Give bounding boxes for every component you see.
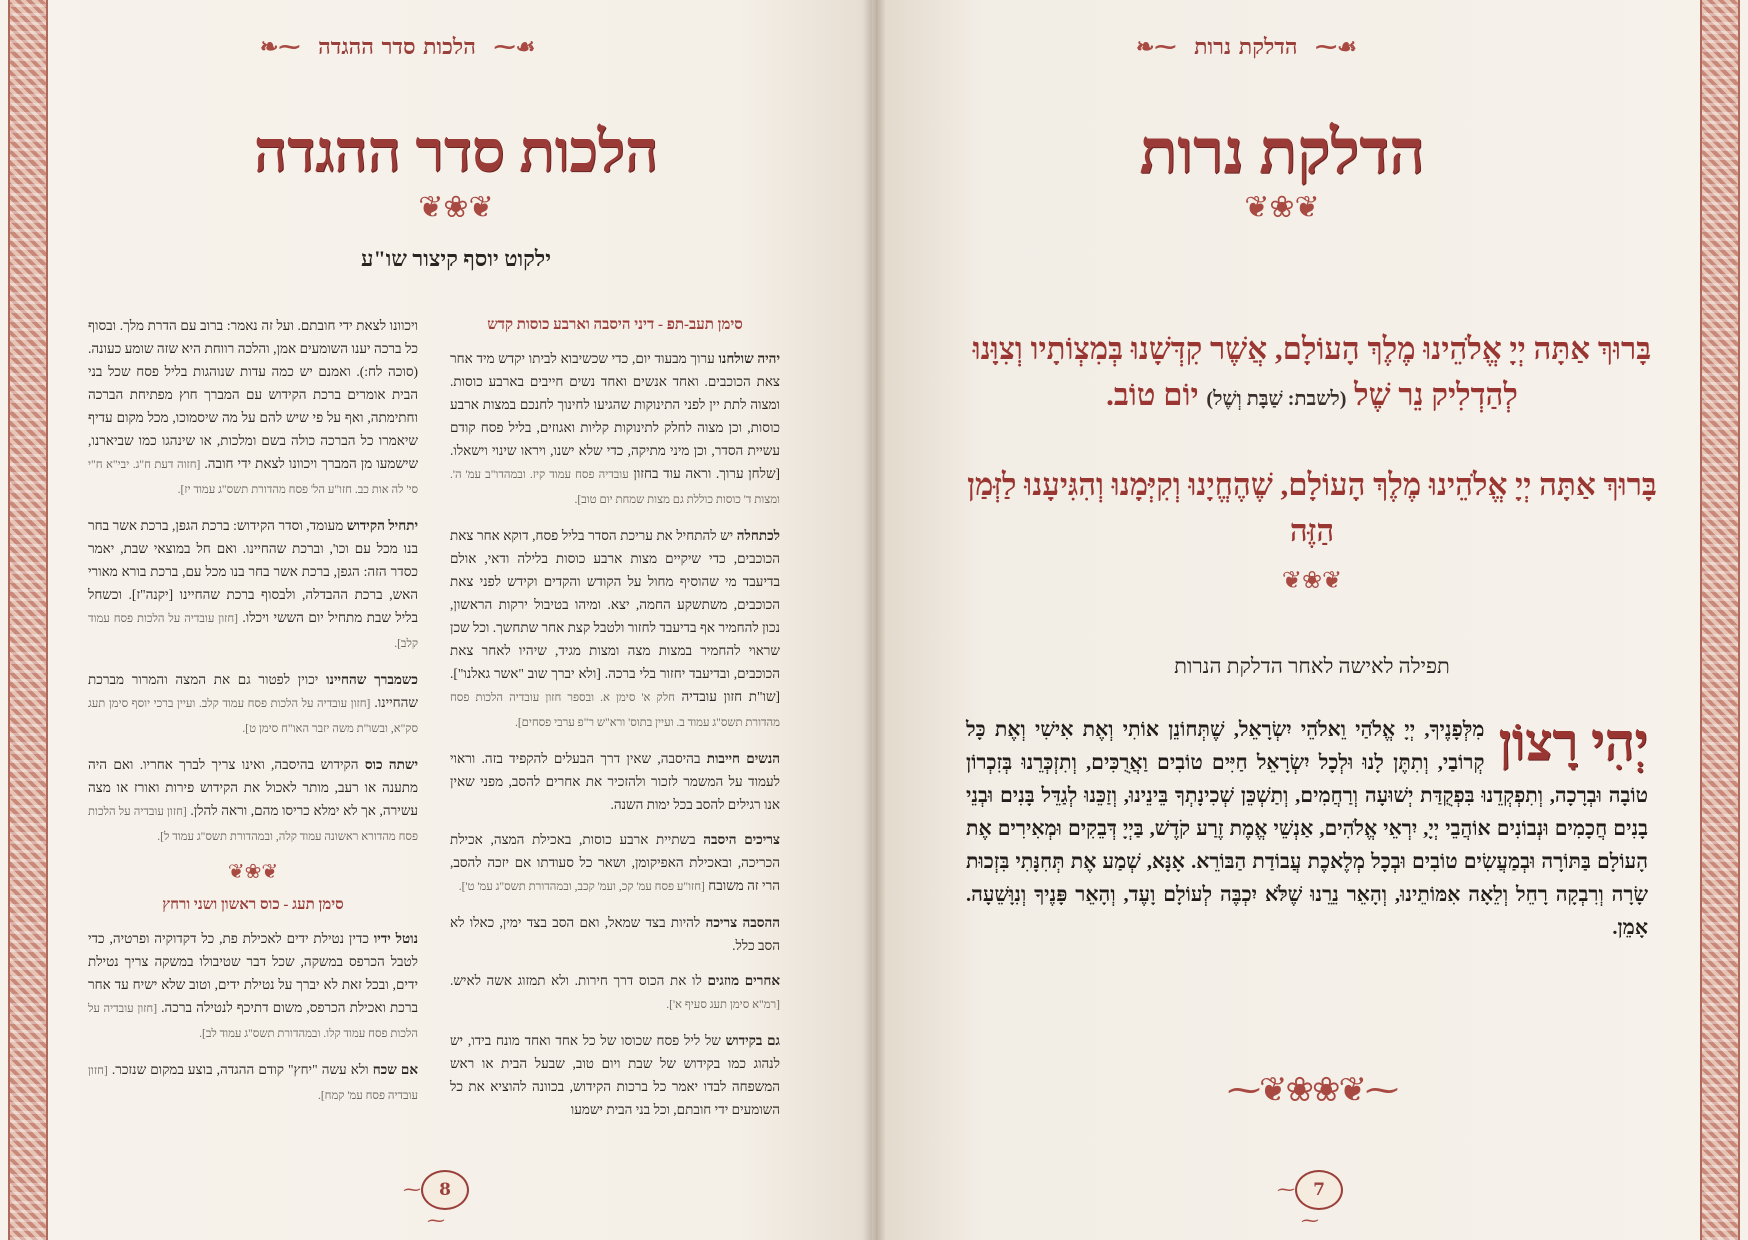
paragraph: ויכוונו לצאת ידי חובתם. ועל זה נאמר: ברוב עם הדרת מלך. ובסוף כל ברכה יענו השומעים אמן, והלכה רווחת היא שזה שומע כעונה. (סוכה לח:). ואמנם יש כמה עדות שנוהגות בליל פסח שכל בני הבית אומרים ברכת הקידוש עם המברך חוץ מפתיחת הברכה וחתימתה, ואף על פי שיש להם על מה שיסמוכו, מכל מקום עדיף שיאמרו כל הברכה כולה בשם ומלכות, או שינהגו כמו שביארנו, שישמעו מן המברך ויכוונו לצאת ידי חובה. [חזוה דעת ח"ג. יבי"א ח"י סי' לה אות כב. חזו"ע הל' פסח מהדורת תשס"ג עמוד יז]. (88, 318, 419, 496)
prayer-title: תפילה לאישה לאחר הדלקת הנרות (1174, 654, 1450, 678)
prayer-text: יְהִי רָצוֹן מִלְּפָנֶיךָ, יְיָ אֱלֹהַי וֵאלֹהֵי יִשְׂרָאֵל, שֶׁתְּחוֹנֵן אוֹתִי וְאֶת אִישִׁי וְאֶת כָּל קְרוֹבַי, וְתִתֶּן לָנוּ וּלְכָל יִשְׂרָאֵל חַיִּים טוֹבִים וַאֲרֻכִּים, וְתִזְכְּרֵנוּ בְּזִכְרוֹן טוֹבָה וּבְרָכָה, וְתִפְקְדֵנוּ בִּפְקֻדַּת יְשׁוּעָה וְרַחֲמִים, וְתַשְׁכֵּן שְׁכִינָתְךָ בֵּינֵינוּ, וְזַכֵּנוּ לְגַדֵּל בָּנִים וּבְנֵי בָנִים חֲכָמִים וּנְבוֹנִים אוֹהֲבֵי יְיָ, יִרְאֵי אֱלֹהִים, אַנְשֵׁי אֱמֶת זֶרַע קֹדֶשׁ, בַּיְיָ דְּבֵקִים וּמְאִירִים אֶת הָעוֹלָם בַּתּוֹרָה וּבְמַעֲשִׂים טוֹבִים וּבְכָל מְלֶאכֶת עֲבוֹדַת הַבּוֹרֵא. אָנָּא, שְׁמַע אֶת תְּחִנָּתִי בִּזְכוּת שָׂרָה וְרִבְקָה רָחֵל וְלֵאָה אִמּוֹתֵינוּ, וְהָאֵר נֵרֵנוּ שֶׁלֹּא יִכְבֶּה לְעוֹלָם וָעֶד, וְהָאֵר פָּנֶיךָ וְנִוָּשֵׁעָה. אָמֵן. (966, 715, 1648, 939)
paragraph: גם בקידוש של ליל פסח שכוסו של כל אחד ואחד מונח בידו, יש לנהוג כמו בקידוש של שבת ויום טוב, שבעל הבית או ראש המשפחה לבדו יאמר כל ברכות הקידוש, בכוונה להוציא את כל השומעים ידי חובתם, וכל בני הבית ישמעו (450, 1033, 780, 1117)
paragraph: נוטל ידיו כדין נטילת ידים לאכילת פת, כל דקדוקיה ופרטיה, כדי לטבל הכרפס במשקה, שכל דבר שטיבולו במשקה צריך נטילת ידים, ובכל זאת לא יברך על נטילת ידים, וטוב שלא ישיח עד אחר ברכת ואכילת הכרפס, משום דתיכף לנטילה ברכה. [חזון עובדיה על הלכות פסח עמוד קלו. ובמהדורת תשס"ג עמוד לב]. (88, 931, 418, 1040)
paragraph: אם שכח ולא עשה "יחץ" קודם ההגדה, בוצע במקום שנזכר. [חזון עובדיה פסח עמ' קמח]. (88, 1062, 419, 1102)
text-column-left (88, 314, 418, 1120)
flourish-icon: ⁓ (403, 1179, 421, 1200)
paragraph: ישתה כוס הקידוש בהיסבה, ואינו צריך לברך אחריו. ואם היה מתענה או רעב, מותר לאכול את הקידוש פירות ואורז או מצה עשירה, אך לא ימלא כריסו מהם, וראה להלן. [חזון עובדיה על הלכות פסח מהדורא ראשונה עמוד קלה, ובמהדורת תשס"ג עמוד ל]. (88, 757, 419, 843)
blessing-shehecheyanu: בָּרוּךְ אַתָּה יְיָ אֱלֹהֵינוּ מֶלֶךְ הָעוֹלָם, שֶׁהֶחֱיָנוּ וְקִיְּמָנוּ וְהִגִּיעָנוּ לַזְּמַן הַזֶּה (967, 467, 1657, 548)
right-page (876, 0, 1748, 1240)
page-title: הלכות סדר ההגדה (253, 119, 659, 184)
paragraph: לכתחלה יש להתחיל את עריכת הסדר בליל פסח, דוקא אחר צאת הכוכבים, כדי שיקיים מצות ארבע כוסות בלילה ודאי, אולם בדיעבד מי שהוסיף מחול על הקודש והקדים וקידש לפני צאת הכוכבים, משתשקע החמה, יצא. ומיהו בטיבול ירקות הראשון, נכון להחמיר אף בדיעבד לחזור ולטבל קצת אחר שתחשך. וכל שכן שראוי להחמיר במצות מצה ומצות מגיד, שיהיו לאחר צאת הכוכבים, ובדיעבד יחזור בלי ברכה. [ולא יברך שוב "אשר גאלנו"]. [שו"ת חזון עובדיה חלק א' סימן א. ובספר חזון עובדיה הלכות פסח מהדורת תשס"ג עמוד ב. ועיין בתוס' ורא"ש ר"פ ערבי פסחים]. (450, 528, 780, 729)
paragraph: אחרים מוזגים לו את הכוס דרך חירות. ולא תמזוג אשה לאיש. [רמ"א סימן תעג סעיף א']. (450, 973, 780, 1011)
paragraph: ההסבה צריכה להיות בצד שמאל, ואם הסב בצד ימין, כאלו לא הסב כלל. (450, 915, 780, 953)
paragraph: כשמברך שהחיינו יכוין לפטור גם את המצה והמרור מברכת שהחיינו. [חזון עובדיה על הלכות פסח עמוד קלב. ועיין ברכי יוסף סימן תעג סק"א, ובשו"ת משה יזבר האו"ח סימן ט]. (88, 672, 418, 735)
page-number: ⁓ 8⁓ (398, 1170, 474, 1210)
paragraph: הנשים חייבות בהיסבה, שאין דרך הבעלים להקפיד בזה. וראוי לעמוד על המשמר לזכור ולהזכיר את אחרים להסב, מפני שאין אנו רגילים להסב בכל ימות השנה. (450, 751, 780, 812)
page-number: ⁓ 7⁓ (1272, 1170, 1348, 1210)
flourish-icon: ⁓☙ (493, 34, 536, 60)
prayer-dropcap: יְהִי רָצוֹן (1498, 715, 1648, 772)
book-gutter (862, 0, 886, 1240)
ornament-icon: ❦❀❦ (1244, 190, 1320, 225)
flourish-icon: ❧⁓ (260, 34, 301, 60)
decorative-border (1700, 0, 1740, 1240)
ornament-icon: ❦❀❦ (418, 190, 494, 225)
text-column-right (450, 314, 780, 1133)
separator-ornament-icon: ❦❀❦ (227, 861, 279, 883)
paragraph: צריכים היסבה בשתיית ארבע כוסות, באכילת המצה, אכילת הכריכה, ובאכילת האפיקומן, ושאר כל סעודתו אם יזכה להסב, הרי זה משובח [חזו"ע פסח עמ' קכ, ועמ' קכב, ובמהדורת תשס"ג עמ' ט']. (450, 832, 780, 893)
paragraph: יתחיל הקידוש מעומד, וסדר הקידוש: ברכת הגפן, ברכת אשר בחר בנו מכל עם וכו', וברכת שהחיינו. ואם חל במוצאי שבת, יאמר כסדר הזה: הגפן, ברכת אשר בחר בנו מכל עם, ברכת בורא מאורי האש, ברכת ההבדלה, ולבסוף ברכת שהחיינו [יקנה"ז]. וכשחל בליל שבת מתחיל יום הששי ויכלו. [חזון עובדיה על הלכות פסח עמוד קלב]. (88, 518, 419, 650)
page-title: הדלקת נרות (1139, 119, 1425, 187)
flourish-icon: ⁓ (1277, 1179, 1295, 1200)
ornament-icon: ⁓❦❀❀❦⁓ (1227, 1070, 1397, 1110)
flourish-icon: ⁓ (1301, 1210, 1319, 1231)
blessing-candle-lighting: בָּרוּךְ אַתָּה יְיָ אֱלֹהֵינוּ מֶלֶךְ הָעוֹלָם, אֲשֶׁר קִדְּשָׁנוּ בְּמִצְוֹתָיו וְצִוָּנוּ לְהַדְלִיק נֵר שֶׁל (לשבת: שַׁבָּת וְשֶׁל) יוֹם טוֹב. (972, 331, 1652, 412)
ornament-icon: ❦❀❦ (1281, 566, 1343, 594)
decorative-border (8, 0, 48, 1240)
section-heading: סימן תעב-תפ - דיני היסבה וארבע כוסות קדש (487, 317, 743, 333)
section-heading: סימן תעג - כוס ראשון ושני ורחץ (162, 897, 344, 913)
running-head: ❧⁓ הלכות סדר ההגדה ⁓☙ (260, 34, 536, 60)
left-page (0, 0, 872, 1240)
paragraph: יהיה שולחנו ערוך מבעוד יום, כדי שכשיבוא לביתו יקדש מיד אחר צאת הכוכבים. ואחד אנשים ואחד נשים חייבים בארבע כוסות. ומצוה לתת יין לפני התינוקות שהגיעו לחינוך לחנכם במצות ארבע כוסות, וכן מצוה לחלק לתינוקות קליות ואגוזים, בליל פסח קודם עשיית הסדר, וכן מיני מתיקה, כדי שלא ישנו, ויראו שינוי וישאלו. [שלחן ערוך. וראה עוד בחזון עובדיה פסח עמוד קיז. ובמהדו"ב עמ' ה'. ומצות ד' כוסות כוללת גם מצות שמחת יום טוב]. (450, 351, 780, 506)
flourish-icon: ❧⁓ (1136, 34, 1177, 60)
page-subtitle: ילקוט יוסף קיצור שו"ע (361, 246, 551, 271)
running-head: ❧⁓ הדלקת נרות ⁓☙ (1136, 34, 1357, 60)
flourish-icon: ⁓☙ (1315, 34, 1357, 60)
flourish-icon: ⁓ (427, 1210, 445, 1231)
